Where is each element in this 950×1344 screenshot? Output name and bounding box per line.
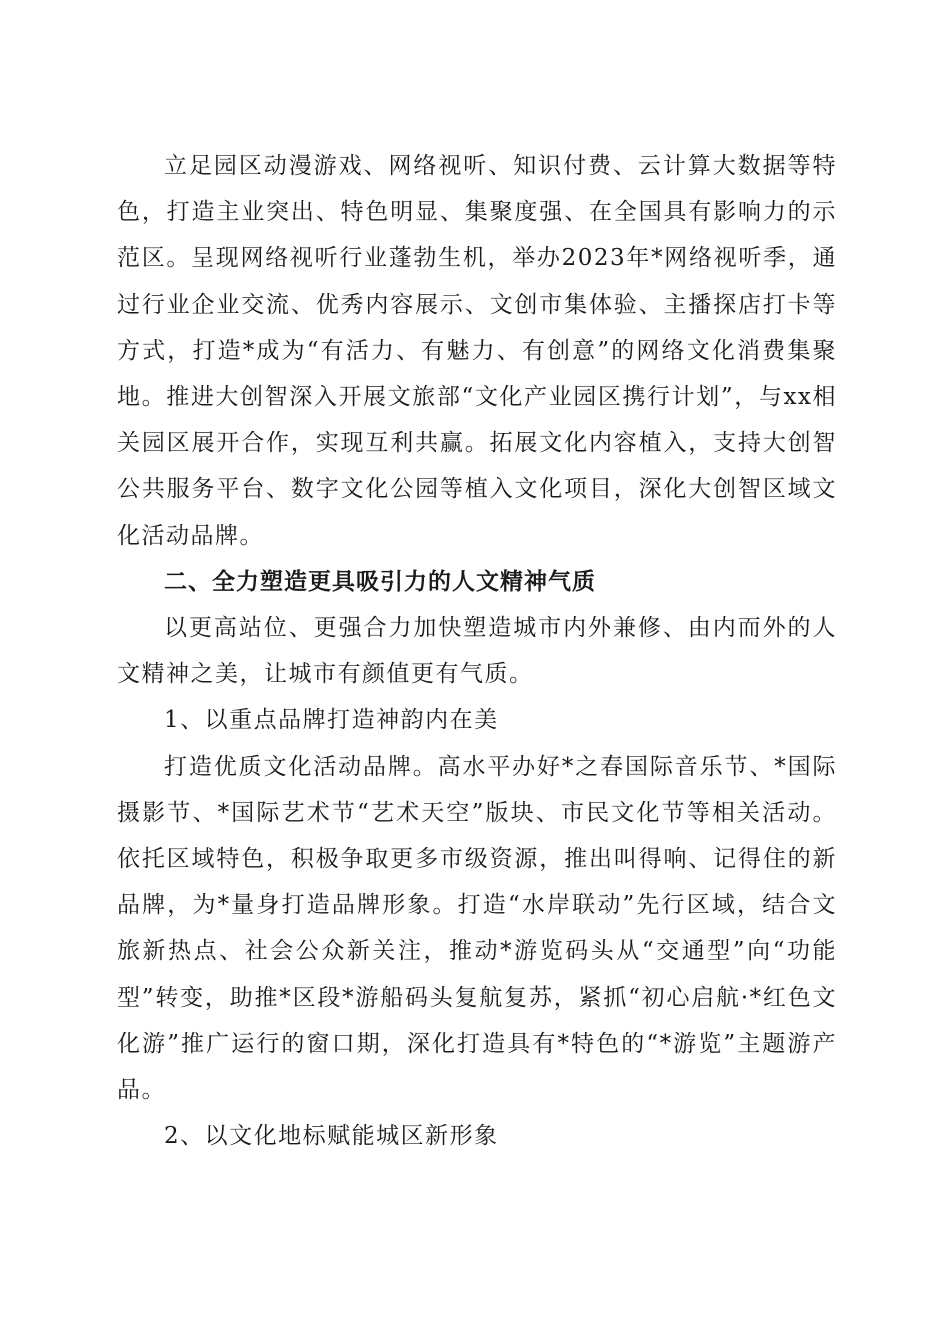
subheading-cultural-landmarks: 2、以文化地标赋能城区新形象 (164, 1123, 499, 1150)
body-paragraph-city-spirit: 以更高站位、更强合力加快塑造城市内外兼修、由内而外的人文精神之美，让城市有颜值更有气质。 (117, 615, 837, 688)
body-paragraph-cultural-brands: 打造优质文化活动品牌。高水平办好*之春国际音乐节、*国际摄影节、*国际艺术节“艺术天空”版块、市民文化节等相关活动。依托区域特色，积极争取更多市级资源，推出叫得响、记得住的新品牌，为*量身打造品牌形象。打造“水岸联动”先行区域，结合文旅新热点、社会公众新关注，推动*游览码头从“交通型”向“功能型”转变，助推*区段*游船码头复航复苏，紧抓“初心启航·*红色文化游”推广运行的窗口期，深化打造具有*特色的“*游览”主题游产品。 (117, 753, 837, 1104)
document-body (117, 143, 837, 1159)
body-paragraph-park-features: 立足园区动漫游戏、网络视听、知识付费、云计算大数据等特色，打造主业突出、特色明显、集聚度强、在全国具有影响力的示范区。呈现网络视听行业蓬勃生机，举办2023年*网络视听季，通过行业企业交流、优秀内容展示、文创市集体验、主播探店打卡等方式，打造*成为“有活力、有魅力、有创意”的网络文化消费集聚地。推进大创智深入开展文旅部“文化产业园区携行计划”，与xx相关园区展开合作，实现互利共赢。拓展文化内容植入，支持大创智公共服务平台、数字文化公园等植入文化项目，深化大创智区域文化活动品牌。 (117, 153, 837, 549)
subheading-key-brands: 1、以重点品牌打造神韵内在美 (164, 707, 499, 734)
section-heading-humanistic-spirit: 二、全力塑造更具吸引力的人文精神气质 (164, 568, 596, 595)
